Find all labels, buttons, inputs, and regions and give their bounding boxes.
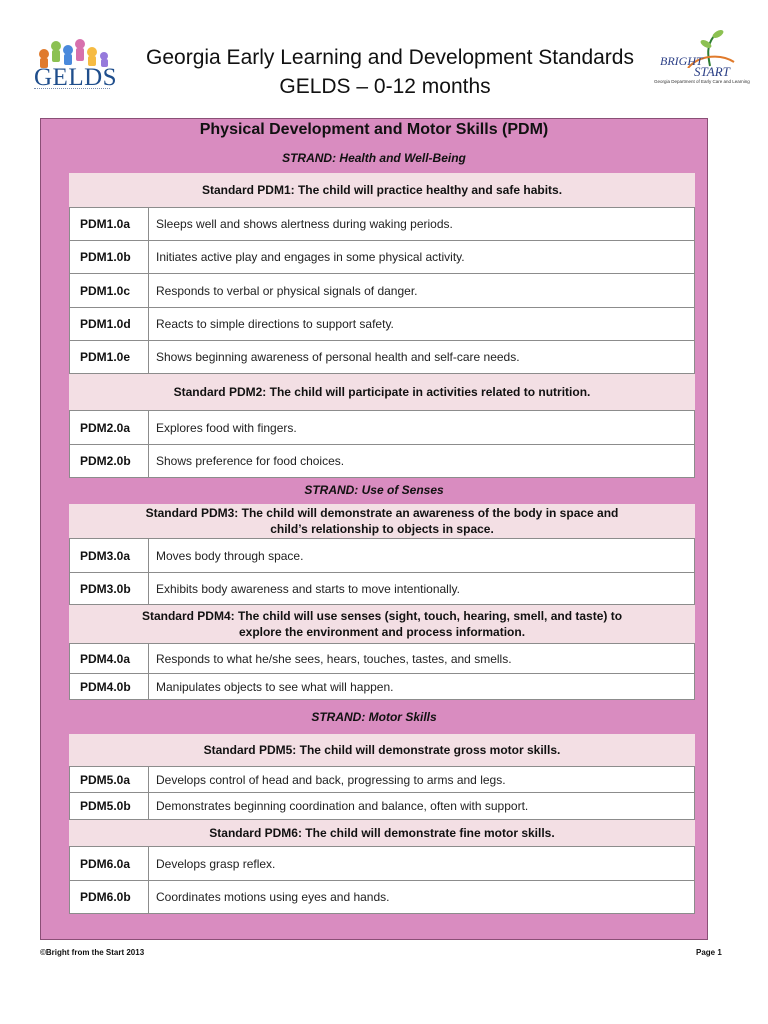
table-row	[69, 792, 695, 820]
table-row	[69, 340, 695, 374]
standard-pdm1-header: Standard PDM1: The child will practice healthy and safe habits.	[69, 173, 695, 207]
table-row	[69, 410, 695, 444]
table-row	[69, 880, 695, 914]
indicator-text: Shows beginning awareness of personal health and self-care needs.	[156, 350, 520, 364]
indicator-code: PDM1.0c	[70, 274, 149, 307]
indicator-text: Reacts to simple directions to support safety.	[156, 317, 394, 331]
gelds-logo	[30, 36, 118, 92]
indicator-code: PDM6.0a	[70, 847, 149, 880]
indicator-code: PDM1.0e	[70, 341, 149, 373]
footer-page-number: Page 1	[696, 948, 722, 957]
indicator-code: PDM3.0a	[70, 539, 149, 572]
standard-pdm4-header: Standard PDM4: The child will use senses (sight, touch, hearing, smell, and taste) to explore the environment and process information.	[69, 605, 695, 643]
page-header	[0, 0, 768, 112]
indicator-text: Moves body through space.	[156, 548, 304, 563]
standards-table-motor	[69, 734, 695, 914]
table-row	[69, 846, 695, 880]
indicator-text: Explores food with fingers.	[156, 420, 297, 435]
indicator-code: PDM4.0b	[70, 674, 149, 699]
table-row	[69, 240, 695, 273]
table-row	[69, 643, 695, 673]
pdm-domain-frame	[40, 118, 708, 940]
strand-motor-label: STRAND: Motor Skills	[311, 710, 437, 724]
standard-pdm2-header: Standard PDM2: The child will participate in activities related to nutrition.	[69, 374, 695, 410]
indicator-text: Coordinates motions using eyes and hands.	[156, 890, 390, 904]
indicator-code: PDM1.0b	[70, 241, 149, 273]
bfs-logo-word-bright: BRIGHT	[660, 54, 703, 68]
standard-pdm6-header: Standard PDM6: The child will demonstrate fine motor skills.	[69, 820, 695, 846]
indicator-text: Exhibits body awareness and starts to move intentionally.	[156, 581, 460, 596]
table-row	[69, 207, 695, 240]
table-row	[69, 444, 695, 478]
table-row	[69, 766, 695, 792]
indicator-text: Demonstrates beginning coordination and balance, often with support.	[156, 799, 529, 813]
indicator-text: Responds to what he/she sees, hears, touches, tastes, and smells.	[156, 651, 512, 666]
indicator-code: PDM5.0b	[70, 793, 149, 819]
table-row	[69, 538, 695, 572]
bfs-logo-word-start: START	[694, 64, 730, 79]
indicator-text: Shows preference for food choices.	[156, 454, 345, 468]
page-title: Georgia Early Learning and Development Standards	[146, 46, 634, 69]
strand-health-label: STRAND: Health and Well-Being	[282, 151, 466, 165]
indicator-code: PDM4.0a	[70, 644, 149, 673]
indicator-text: Manipulates objects to see what will happen.	[156, 679, 394, 694]
bfs-logo-department: Georgia Department of Early Care and Learning	[654, 79, 750, 84]
indicator-code: PDM1.0d	[70, 308, 149, 340]
indicator-text: Initiates active play and engages in some physical activity.	[156, 250, 465, 264]
page-subtitle: GELDS – 0-12 months	[279, 75, 491, 98]
table-row	[69, 673, 695, 700]
standards-table-senses	[69, 504, 695, 700]
standards-table-health	[69, 173, 695, 478]
indicator-code: PDM5.0a	[70, 767, 149, 792]
gelds-logo-text: GELDS	[34, 64, 118, 91]
gelds-logo-tagline	[34, 88, 110, 92]
indicator-code: PDM3.0b	[70, 573, 149, 604]
indicator-code: PDM2.0a	[70, 411, 149, 444]
table-row	[69, 273, 695, 307]
table-row	[69, 572, 695, 605]
standard-pdm3-header: Standard PDM3: The child will demonstrate an awareness of the body in space and child’s relationship to objects in space.	[69, 504, 695, 538]
strand-senses-label: STRAND: Use of Senses	[304, 483, 444, 497]
indicator-code: PDM2.0b	[70, 445, 149, 477]
bright-from-the-start-logo	[648, 28, 750, 86]
indicator-text: Sleeps well and shows alertness during waking periods.	[156, 217, 453, 231]
indicator-text: Responds to verbal or physical signals of danger.	[156, 283, 418, 298]
domain-title: Physical Development and Motor Skills (PDM)	[199, 121, 549, 138]
table-row	[69, 307, 695, 340]
standard-pdm5-header: Standard PDM5: The child will demonstrate gross motor skills.	[69, 734, 695, 766]
indicator-text: Develops grasp reflex.	[156, 856, 276, 871]
indicator-code: PDM1.0a	[70, 208, 149, 240]
indicator-text: Develops control of head and back, progressing to arms and legs.	[156, 772, 506, 787]
footer-copyright: ©Bright from the Start 2013	[40, 948, 145, 957]
indicator-code: PDM6.0b	[70, 881, 149, 913]
